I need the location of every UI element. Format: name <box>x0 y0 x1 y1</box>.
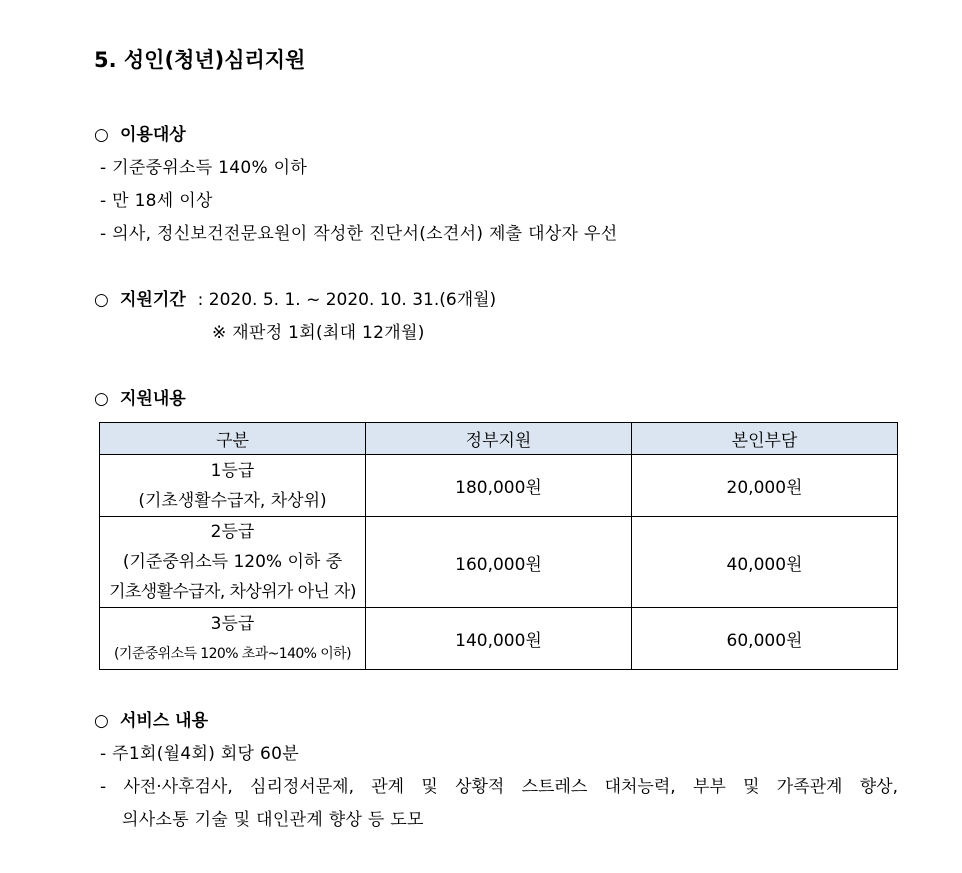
circle-bullet-icon: ○ <box>94 290 109 310</box>
table-header-row <box>100 423 898 455</box>
header-category: 구분 <box>100 423 366 455</box>
grade-label: 2등급 <box>210 522 255 542</box>
gov-support-value: 160,000원 <box>366 517 632 608</box>
content-heading <box>94 384 186 409</box>
self-pay-value: 60,000원 <box>632 608 898 670</box>
gov-support-value: 140,000원 <box>366 608 632 670</box>
service-heading <box>94 706 208 731</box>
service-heading-text: 서비스 내용 <box>120 711 209 731</box>
content-heading-text: 지원내용 <box>120 389 186 409</box>
self-pay-value: 20,000원 <box>632 455 898 517</box>
grade-desc: (기준중위소득 120% 이하 중 <box>122 552 343 572</box>
circle-bullet-icon: ○ <box>94 125 109 145</box>
table-row <box>100 517 898 608</box>
grade-desc: (기준중위소득 120% 초과~140% 이하) <box>114 645 351 662</box>
table-row <box>100 455 898 517</box>
page-title: 5. 성인(청년)심리지원 <box>94 48 306 72</box>
grade-cell <box>100 517 366 608</box>
table-row <box>100 608 898 670</box>
grade-cell <box>100 608 366 670</box>
grade-desc: 기초생활수급자, 차상위가 아닌 자) <box>109 582 356 602</box>
circle-bullet-icon: ○ <box>94 711 109 731</box>
period-row <box>94 285 496 310</box>
header-self-pay: 본인부담 <box>632 423 898 455</box>
service-item-frequency: - 주1회(월4회) 회당 60분 <box>100 744 299 764</box>
period-label: 지원기간 <box>120 290 186 310</box>
target-item-age: - 만 18세 이상 <box>100 191 213 211</box>
grade-cell <box>100 455 366 517</box>
grade-label: 1등급 <box>210 460 255 481</box>
gov-support-value: 180,000원 <box>366 455 632 517</box>
target-item-income: - 기준중위소득 140% 이하 <box>100 158 308 178</box>
period-value: : 2020. 5. 1. ~ 2020. 10. 31.(6개월) <box>197 290 497 310</box>
period-note: ※ 재판정 1회(최대 12개월) <box>212 323 425 343</box>
service-item-goals-continued: 의사소통 기술 및 대인관계 향상 등 도모 <box>122 810 424 830</box>
target-heading <box>94 120 186 145</box>
header-gov-support: 정부지원 <box>366 423 632 455</box>
target-item-priority: - 의사, 정신보건전문요원이 작성한 진단서(소견서) 제출 대상자 우선 <box>100 224 618 244</box>
target-heading-text: 이용대상 <box>120 125 186 145</box>
support-table <box>99 422 898 670</box>
grade-label: 3등급 <box>210 613 255 634</box>
circle-bullet-icon: ○ <box>94 389 109 409</box>
service-item-goals: - 사전·사후검사, 심리정서문제, 관계 및 상황적 스트레스 대처능력, 부부 및 가족관계 향상, <box>100 777 898 797</box>
grade-desc: (기초생활수급자, 차상위) <box>138 490 327 511</box>
self-pay-value: 40,000원 <box>632 517 898 608</box>
